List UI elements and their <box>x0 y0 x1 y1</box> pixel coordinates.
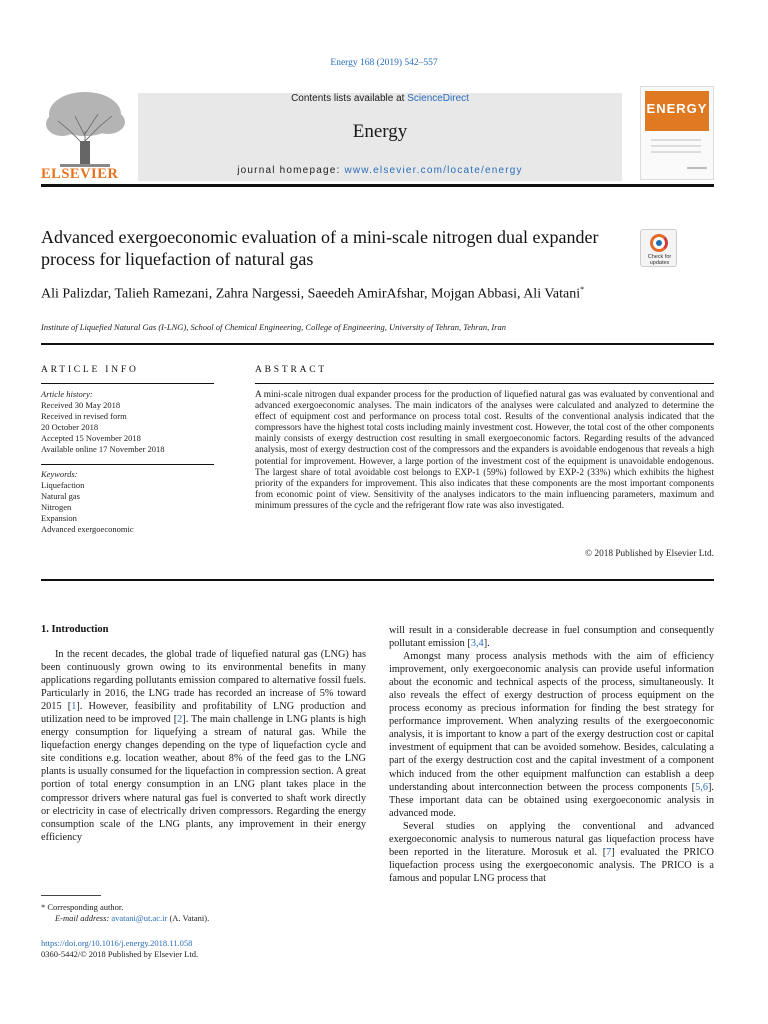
body-paragraph <box>41 648 366 844</box>
body-text: In the recent decades, the global trade of liquefied natural gas (LNG) has been continuously grown owing to its environmental benefits in many applications regarding pollutants emission compared to alternative fossil fuels. Particularly in 2016, the LNG trade has recorded an increase of 5% toward 2015 [ <box>41 649 366 713</box>
article-history <box>41 389 221 455</box>
header-rule <box>41 184 714 187</box>
check-for-updates-button[interactable] <box>640 229 677 267</box>
keyword-item: Natural gas <box>41 491 80 501</box>
check-updates-line1: Check for <box>647 254 672 260</box>
journal-citation[interactable]: Energy 168 (2019) 542–557 <box>330 58 438 68</box>
keyword-item: Liquefaction <box>41 480 85 490</box>
contents-line <box>138 93 622 104</box>
contents-prefix: Contents lists available at <box>291 93 408 104</box>
history-item: Accepted 15 November 2018 <box>41 433 141 443</box>
abstract-bottom-rule <box>41 579 714 581</box>
body-text: Amongst many process analysis methods with the aim of efficiency improvement, only exergoeconomic analysis can provide useful information about the economic and technical aspects of the process, simultaneously. It also reveals the effect of exergy destruction of process equipment on the process economy as precious information for finding the best strategy for performance improvement. When analyzing results of the exergoeconomic analysis, it is important to know a part of the exergy destruction cost or capital investment of equipment that can be avoided somehow. Besides, calculating a part of the exergy destruction cost and the capital investment of a component which induced from the other equipment malfunction can establish a deep understanding about interconnection between the process components [ <box>389 651 714 793</box>
body-paragraph <box>389 650 714 820</box>
introduction-heading: 1. Introduction <box>41 624 109 635</box>
body-paragraph <box>389 820 714 885</box>
body-text: Several studies on applying the conventional and advanced exergoeconomic analysis to numerous natural gas liquefaction process have been reported in the literature. Morosuk et al. [ <box>389 820 714 858</box>
doi-link[interactable]: https://doi.org/10.1016/j.energy.2018.11.058 <box>41 938 193 948</box>
reference-link[interactable]: 2 <box>177 714 183 726</box>
email-suffix: (A. Vatani). <box>167 913 210 923</box>
issn-line: 0360-5442/© 2018 Published by Elsevier Ltd. <box>41 949 199 959</box>
body-text: ]. The main challenge in LNG plants is high energy consumption for liquefying a stream of natural gas. While the liquefaction energy changes depending on the type of liquefaction cycle and site conditions e.g. location weather, about 8% of the feed gas to the LNG plants is usually consumed for the liquefaction in compression section. A great portion of total energy consumption in an LNG plant takes place in the compressor drivers where natural gas fuel is converted to shaft work directly or electricity in case of electrically driven compressors. Regarding the energy consumption scale of the LNG plants, any improvement in their energy efficiency <box>41 714 366 843</box>
keywords-label: Keywords: <box>41 469 78 479</box>
journal-homepage-link[interactable]: www.elsevier.com/locate/energy <box>344 165 523 176</box>
author-list <box>41 281 621 304</box>
email-line <box>41 913 361 924</box>
check-updates-line2: updates <box>649 260 670 266</box>
body-text: ]. These important data can be obtained using exergoeconomic analysis in advanced mode. <box>389 781 714 819</box>
footnote-rule <box>41 895 101 896</box>
abstract-heading: ABSTRACT <box>255 365 328 375</box>
history-label: Article history: <box>41 389 93 399</box>
journal-homepage-line <box>138 165 622 176</box>
corresponding-author-mark[interactable]: * <box>580 285 585 294</box>
sciencedirect-link[interactable]: ScienceDirect <box>407 93 469 104</box>
section-rule <box>41 343 714 345</box>
history-item: Received in revised form <box>41 411 127 421</box>
article-title: Advanced exergoeconomic evaluation of a mini-scale nitrogen dual expander process for liquefaction of natural gas <box>41 227 599 269</box>
authors-text: Ali Palizdar, Talieh Ramezani, Zahra Nargessi, Saeedeh AmirAfshar, Mojgan Abbasi, Ali Vatani <box>41 286 581 302</box>
abstract-copyright: © 2018 Published by Elsevier Ltd. <box>585 549 714 559</box>
reference-link[interactable]: 1 <box>71 701 77 713</box>
article-info-rule <box>41 464 214 465</box>
history-item: Received 30 May 2018 <box>41 400 121 410</box>
body-text: ] evaluated the PRICO liquefaction process using the exergoeconomic analysis. The PRICO is a famous and popular LNG process that <box>389 846 714 884</box>
body-text: ]. <box>483 638 490 650</box>
body-paragraph <box>389 624 714 650</box>
affiliation: Institute of Liquefied Natural Gas (I-LNG), School of Chemical Engineering, College of Engineering, University of Tehran, Tehran, Iran <box>41 322 506 332</box>
check-updates-icon <box>650 234 668 252</box>
keywords <box>41 469 221 535</box>
history-item: Available online 17 November 2018 <box>41 444 165 454</box>
reference-link[interactable]: 7 <box>606 846 612 858</box>
homepage-prefix: journal homepage: <box>237 165 345 176</box>
keyword-item: Expansion <box>41 513 77 523</box>
body-text: ]. However, feasibility and profitability of LNG production and utilization need to be improved [ <box>41 701 366 726</box>
elsevier-wordmark: ELSEVIER <box>41 166 119 182</box>
footnote <box>41 902 361 924</box>
cover-line <box>651 145 701 147</box>
cover-line <box>651 139 701 141</box>
journal-cover-thumbnail[interactable] <box>640 86 714 180</box>
reference-link[interactable]: 3,4 <box>470 638 484 650</box>
reference-link[interactable]: 5,6 <box>695 781 708 793</box>
body-text: will result in a considerable decrease in fuel consumption and consequently pollutant emission [ <box>389 625 714 650</box>
keyword-item: Advanced exergoeconomic <box>41 524 134 534</box>
check-updates-label <box>641 254 678 266</box>
cover-title: ENERGY <box>646 101 708 116</box>
journal-name: Energy <box>352 121 408 142</box>
article-info-heading: ARTICLE INFO <box>41 365 139 375</box>
abstract-text: A mini-scale nitrogen dual expander process for the production of liquefied natural gas was evaluated by conventional and advanced exergoeconomic analyses. The main indicators of the analyses were calculated and analyzed to determine the effect of equipment cost and performance on process total cost. Results of the conventional analysis indicated that the compressors have the highest total costs including mainly investment cost. However, the total cost of the other components mainly consists of exergy destruction cost resulting in small exergoeconomic factors. Regarding results of the advanced analysis, most of exergy destruction cost of the compressors and the expanders is avoidable endogenous that reveals a high potential for improvement. However, a large portion of the investment cost of the equipment is unavoidable endogenous. The largest share of total avoidable cost belongs to EXP-1 (59%) followed by EXP-2 (33%) which exhibits the highest priority of the expanders for improvement. This also indicates that these components are the most important components from economic point of view. Sensitivity of the analyses indicators to the main influencing parameters, maximum and minimum pressures of the cycle and the refrigerant flow rate was also investigated. <box>255 390 714 511</box>
corresponding-author-note: * Corresponding author. <box>41 902 124 912</box>
email-label: E-mail address: <box>55 913 112 923</box>
cover-logo-line <box>687 167 707 169</box>
article-info-rule <box>41 383 214 384</box>
body-column-right <box>389 624 714 885</box>
email-link[interactable]: avatani@ut.ac.ir <box>111 913 168 923</box>
body-column-left <box>41 648 366 844</box>
keyword-item: Nitrogen <box>41 502 72 512</box>
abstract-rule <box>255 383 714 384</box>
cover-line <box>651 151 701 153</box>
history-item: 20 October 2018 <box>41 422 99 432</box>
